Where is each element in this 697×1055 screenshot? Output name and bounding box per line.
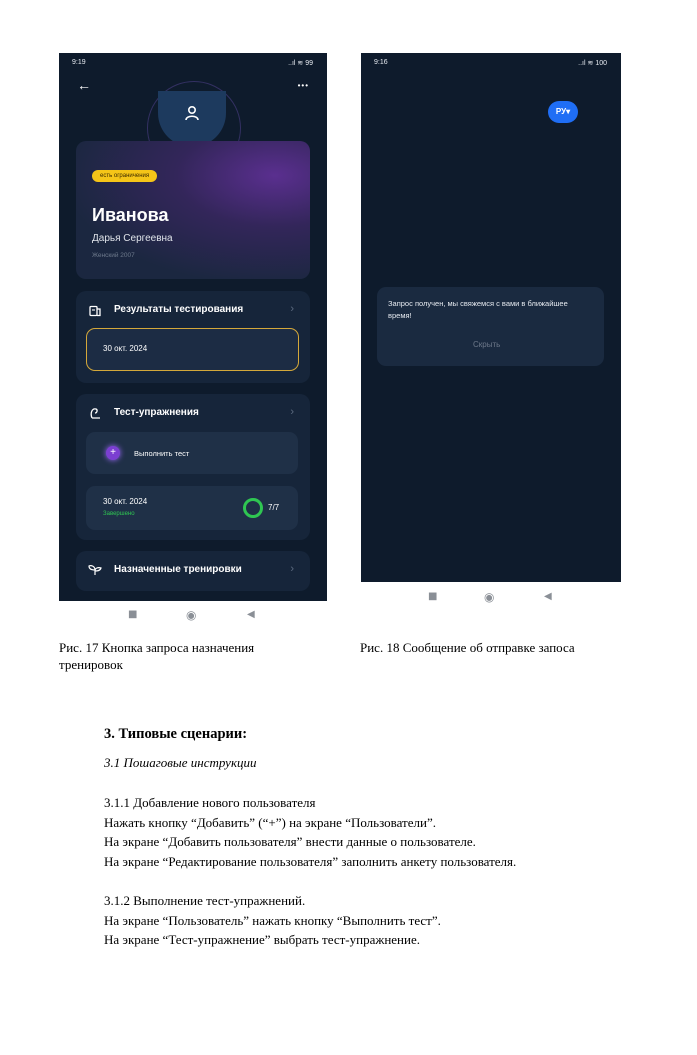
run-test-button[interactable] <box>86 432 298 474</box>
exercise-icon <box>89 407 101 419</box>
chevron-right-icon: › <box>290 563 294 575</box>
user-meta: Женский 2007 <box>92 252 135 259</box>
profile-card <box>76 141 310 279</box>
chevron-right-icon[interactable]: › <box>290 303 294 315</box>
instruction-line: На экране “Тест-упражнение” выбрать тест-упражнение. <box>104 932 420 947</box>
instruction-line: На экране “Пользователь” нажать кнопку “Выполнить тест”. <box>104 912 441 928</box>
instruction-line: Нажать кнопку “Добавить” (“+”) на экране “Пользователи”. <box>104 814 436 830</box>
exercise-result-item[interactable] <box>86 486 298 530</box>
exercise-status: Завершено <box>103 511 135 517</box>
test-result-item[interactable] <box>86 328 299 371</box>
exercise-progress: 7/7 <box>268 503 280 512</box>
plus-icon: + <box>106 446 120 460</box>
test-results-card <box>76 291 310 383</box>
status-icons: ..ıl ≋ 100 <box>578 60 607 67</box>
section-heading: 3. Типовые сценарии: <box>104 726 248 742</box>
figure-17-caption <box>59 639 329 673</box>
phone-screen-request-sent <box>361 53 621 582</box>
nav-back-icon[interactable]: ◀ <box>247 609 255 620</box>
back-arrow-icon[interactable]: ← <box>77 77 91 93</box>
status-icons: ..ıl ≋ 99 <box>288 60 313 67</box>
phone-screen-user-profile <box>59 53 327 601</box>
nav-home-icon[interactable]: ◉ <box>186 608 197 622</box>
instruction-line: На экране “Добавить пользователя” внести данные о пользователе. <box>104 834 476 849</box>
instruction-line: 3.1.1 Добавление нового пользователя <box>104 795 316 810</box>
user-given-names: Дарья Сергеевна <box>92 233 173 244</box>
instructions-block-1 <box>104 793 516 871</box>
run-test-label: Выполнить тест <box>134 449 190 458</box>
status-time: 9:16 <box>374 59 388 66</box>
restriction-badge: есть ограничения <box>92 170 157 182</box>
more-menu-icon[interactable]: ••• <box>297 81 309 90</box>
nav-home-icon[interactable]: ◉ <box>484 590 495 604</box>
nav-recent-icon[interactable]: ■ <box>428 591 438 602</box>
language-button[interactable]: РУ▾ <box>548 101 578 123</box>
assigned-trainings-card[interactable] <box>76 551 310 591</box>
figure-17-caption-line2: тренировок <box>59 657 123 672</box>
instructions-block-2 <box>104 891 441 950</box>
user-surname: Иванова <box>92 205 169 225</box>
chevron-right-icon[interactable]: › <box>290 406 294 418</box>
exercise-date: 30 окт. 2024 <box>103 497 148 506</box>
nav-recent-icon[interactable]: ■ <box>128 609 138 620</box>
results-icon <box>89 305 101 317</box>
exercises-title[interactable]: Тест-упражнения <box>114 407 199 418</box>
nav-back-icon[interactable]: ◀ <box>544 591 552 602</box>
assigned-trainings-title: Назначенные тренировки <box>114 564 242 575</box>
status-time: 9:19 <box>72 59 86 66</box>
hide-button[interactable]: Скрыть <box>473 340 501 349</box>
user-icon <box>184 105 200 121</box>
instruction-line: На экране “Редактирование пользователя” заполнить анкету пользователя. <box>104 853 517 869</box>
test-results-title[interactable]: Результаты тестирования <box>114 304 244 315</box>
notification-message: Запрос получен, мы свяжемся с вами в ближайшее время! <box>388 299 568 320</box>
instruction-line: 3.1.2 Выполнение тест-упражнений. <box>104 893 306 908</box>
test-result-date: 30 окт. 2024 <box>103 344 148 353</box>
figure-17-caption-line1: Рис. 17 Кнопка запроса назначения <box>59 640 255 655</box>
sprout-icon <box>88 564 102 576</box>
progress-ring-icon <box>243 498 263 518</box>
section-subheading: 3.1 Пошаговые инструкции <box>104 755 257 770</box>
figure-18-caption: Рис. 18 Сообщение об отправке запоса <box>360 640 575 655</box>
exercises-card <box>76 394 310 540</box>
notification-card <box>377 287 604 366</box>
